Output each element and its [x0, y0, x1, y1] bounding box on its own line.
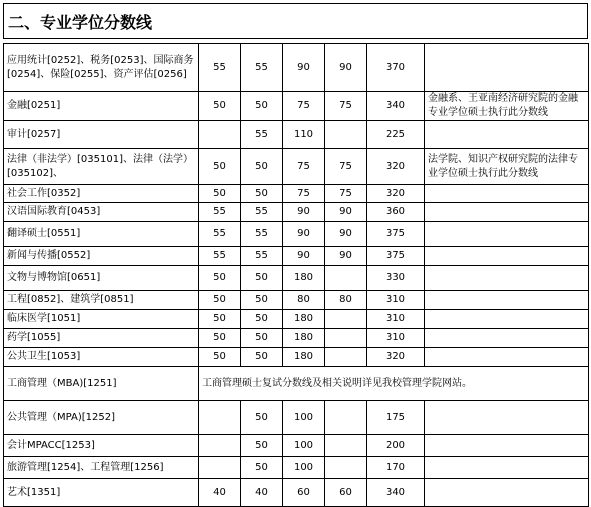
score-cell: [325, 310, 367, 329]
note-cell: 金融系、王亚南经济研究院的金融专业学位硕士执行此分数线: [425, 92, 589, 121]
score-cell: 375: [367, 247, 425, 266]
table-row: [4, 401, 589, 435]
score-cell: 60: [283, 479, 325, 507]
program-name-cell: 工商管理（MBA)[1251]: [4, 367, 199, 401]
program-name-cell: 公共管理（MPA)[1252]: [4, 401, 199, 435]
score-cell: 310: [367, 291, 425, 310]
program-name-cell: 新闻与传播[0552]: [4, 247, 199, 266]
table-row: [4, 185, 589, 203]
score-cell: 50: [241, 149, 283, 185]
score-cell: 320: [367, 348, 425, 367]
score-cell: 80: [283, 291, 325, 310]
score-table: [3, 43, 589, 507]
score-cell: 90: [283, 203, 325, 222]
score-cell: 330: [367, 266, 425, 291]
score-cell: 50: [199, 291, 241, 310]
score-cell: 50: [241, 401, 283, 435]
score-cell: [199, 457, 241, 479]
score-cell: 50: [199, 329, 241, 348]
score-cell: [325, 266, 367, 291]
note-cell: [425, 44, 589, 92]
score-cell: 90: [325, 203, 367, 222]
score-cell: 60: [325, 479, 367, 507]
score-cell: [199, 401, 241, 435]
program-name-cell: 社会工作[0352]: [4, 185, 199, 203]
score-cell: 100: [283, 401, 325, 435]
score-cell: 50: [199, 348, 241, 367]
note-cell: [425, 348, 589, 367]
score-cell: 50: [241, 92, 283, 121]
note-cell: [425, 121, 589, 149]
score-cell: 55: [241, 121, 283, 149]
score-cell: 90: [283, 222, 325, 247]
note-cell: [425, 329, 589, 348]
mba-note-cell: 工商管理硕士复试分数线及相关说明详见我校管理学院网站。: [199, 367, 589, 401]
note-cell: [425, 310, 589, 329]
program-name-cell: 翻译硕士[0551]: [4, 222, 199, 247]
score-table-body: [4, 44, 589, 507]
score-cell: 310: [367, 329, 425, 348]
score-cell: 200: [367, 435, 425, 457]
program-name-cell: 汉语国际教育[0453]: [4, 203, 199, 222]
program-name-cell: 应用统计[0252]、税务[0253]、国际商务[0254]、保险[0255]、资产评估[0256]: [4, 44, 199, 92]
score-cell: 180: [283, 329, 325, 348]
score-cell: 55: [241, 247, 283, 266]
score-cell: 50: [199, 310, 241, 329]
score-cell: 75: [283, 92, 325, 121]
score-cell: 90: [325, 222, 367, 247]
score-cell: 110: [283, 121, 325, 149]
score-cell: 340: [367, 479, 425, 507]
score-cell: 170: [367, 457, 425, 479]
score-cell: 40: [199, 479, 241, 507]
note-cell: [425, 457, 589, 479]
table-row: [4, 457, 589, 479]
program-name-cell: 临床医学[1051]: [4, 310, 199, 329]
score-cell: 50: [241, 185, 283, 203]
score-cell: 55: [199, 203, 241, 222]
program-name-cell: 药学[1055]: [4, 329, 199, 348]
score-cell: 80: [325, 291, 367, 310]
score-cell: 90: [283, 44, 325, 92]
score-cell: 75: [325, 92, 367, 121]
score-cell: 75: [325, 149, 367, 185]
score-cell: 55: [241, 222, 283, 247]
score-cell: 55: [241, 44, 283, 92]
note-cell: [425, 435, 589, 457]
note-cell: [425, 479, 589, 507]
score-cell: 75: [283, 185, 325, 203]
score-cell: 180: [283, 348, 325, 367]
note-cell: [425, 185, 589, 203]
score-cell: 180: [283, 266, 325, 291]
score-cell: 50: [199, 149, 241, 185]
score-cell: 90: [325, 247, 367, 266]
table-row: [4, 266, 589, 291]
score-cell: [325, 435, 367, 457]
score-cell: 75: [283, 149, 325, 185]
note-cell: [425, 401, 589, 435]
score-cell: 50: [241, 291, 283, 310]
score-cell: 50: [199, 185, 241, 203]
score-cell: 320: [367, 185, 425, 203]
program-name-cell: 法律（非法学）[035101]、法律（法学）[035102]、: [4, 149, 199, 185]
score-cell: 50: [241, 266, 283, 291]
score-cell: [325, 457, 367, 479]
score-cell: 55: [199, 222, 241, 247]
note-cell: 法学院、知识产权研究院的法律专业学位硕士执行此分数线: [425, 149, 589, 185]
score-cell: 375: [367, 222, 425, 247]
program-name-cell: 艺术[1351]: [4, 479, 199, 507]
program-name-cell: 文物与博物馆[0651]: [4, 266, 199, 291]
table-row: [4, 121, 589, 149]
score-cell: 50: [199, 92, 241, 121]
table-row: [4, 367, 589, 401]
table-row: [4, 92, 589, 121]
score-cell: 310: [367, 310, 425, 329]
program-name-cell: 审计[0257]: [4, 121, 199, 149]
note-cell: [425, 266, 589, 291]
table-row: [4, 291, 589, 310]
table-row: [4, 44, 589, 92]
score-cell: 55: [199, 44, 241, 92]
table-row: [4, 479, 589, 507]
table-row: [4, 222, 589, 247]
score-cell: 225: [367, 121, 425, 149]
section-title: 二、专业学位分数线: [3, 3, 588, 39]
score-cell: 90: [325, 44, 367, 92]
score-cell: [325, 348, 367, 367]
score-cell: 55: [241, 203, 283, 222]
table-row: [4, 310, 589, 329]
score-cell: 50: [241, 310, 283, 329]
program-name-cell: 会计MPACC[1253]: [4, 435, 199, 457]
score-cell: [199, 121, 241, 149]
note-cell: [425, 203, 589, 222]
program-name-cell: 公共卫生[1053]: [4, 348, 199, 367]
table-row: [4, 435, 589, 457]
score-cell: 175: [367, 401, 425, 435]
score-cell: 100: [283, 457, 325, 479]
score-cell: 370: [367, 44, 425, 92]
score-cell: 50: [199, 266, 241, 291]
score-cell: 75: [325, 185, 367, 203]
score-cell: 180: [283, 310, 325, 329]
score-cell: 340: [367, 92, 425, 121]
table-row: [4, 348, 589, 367]
score-cell: 50: [241, 329, 283, 348]
score-cell: 40: [241, 479, 283, 507]
score-cell: [325, 401, 367, 435]
score-cell: [325, 121, 367, 149]
program-name-cell: 旅游管理[1254]、工程管理[1256]: [4, 457, 199, 479]
score-cell: 55: [199, 247, 241, 266]
program-name-cell: 金融[0251]: [4, 92, 199, 121]
program-name-cell: 工程[0852]、建筑学[0851]: [4, 291, 199, 310]
note-cell: [425, 291, 589, 310]
score-cell: 50: [241, 457, 283, 479]
note-cell: [425, 222, 589, 247]
table-row: [4, 203, 589, 222]
score-cell: 360: [367, 203, 425, 222]
table-row: [4, 247, 589, 266]
score-cell: [199, 435, 241, 457]
table-row: [4, 329, 589, 348]
score-cell: 100: [283, 435, 325, 457]
table-row: [4, 149, 589, 185]
score-cell: 50: [241, 348, 283, 367]
score-cell: 90: [283, 247, 325, 266]
score-cell: [325, 329, 367, 348]
note-cell: [425, 247, 589, 266]
score-cell: 320: [367, 149, 425, 185]
score-cell: 50: [241, 435, 283, 457]
